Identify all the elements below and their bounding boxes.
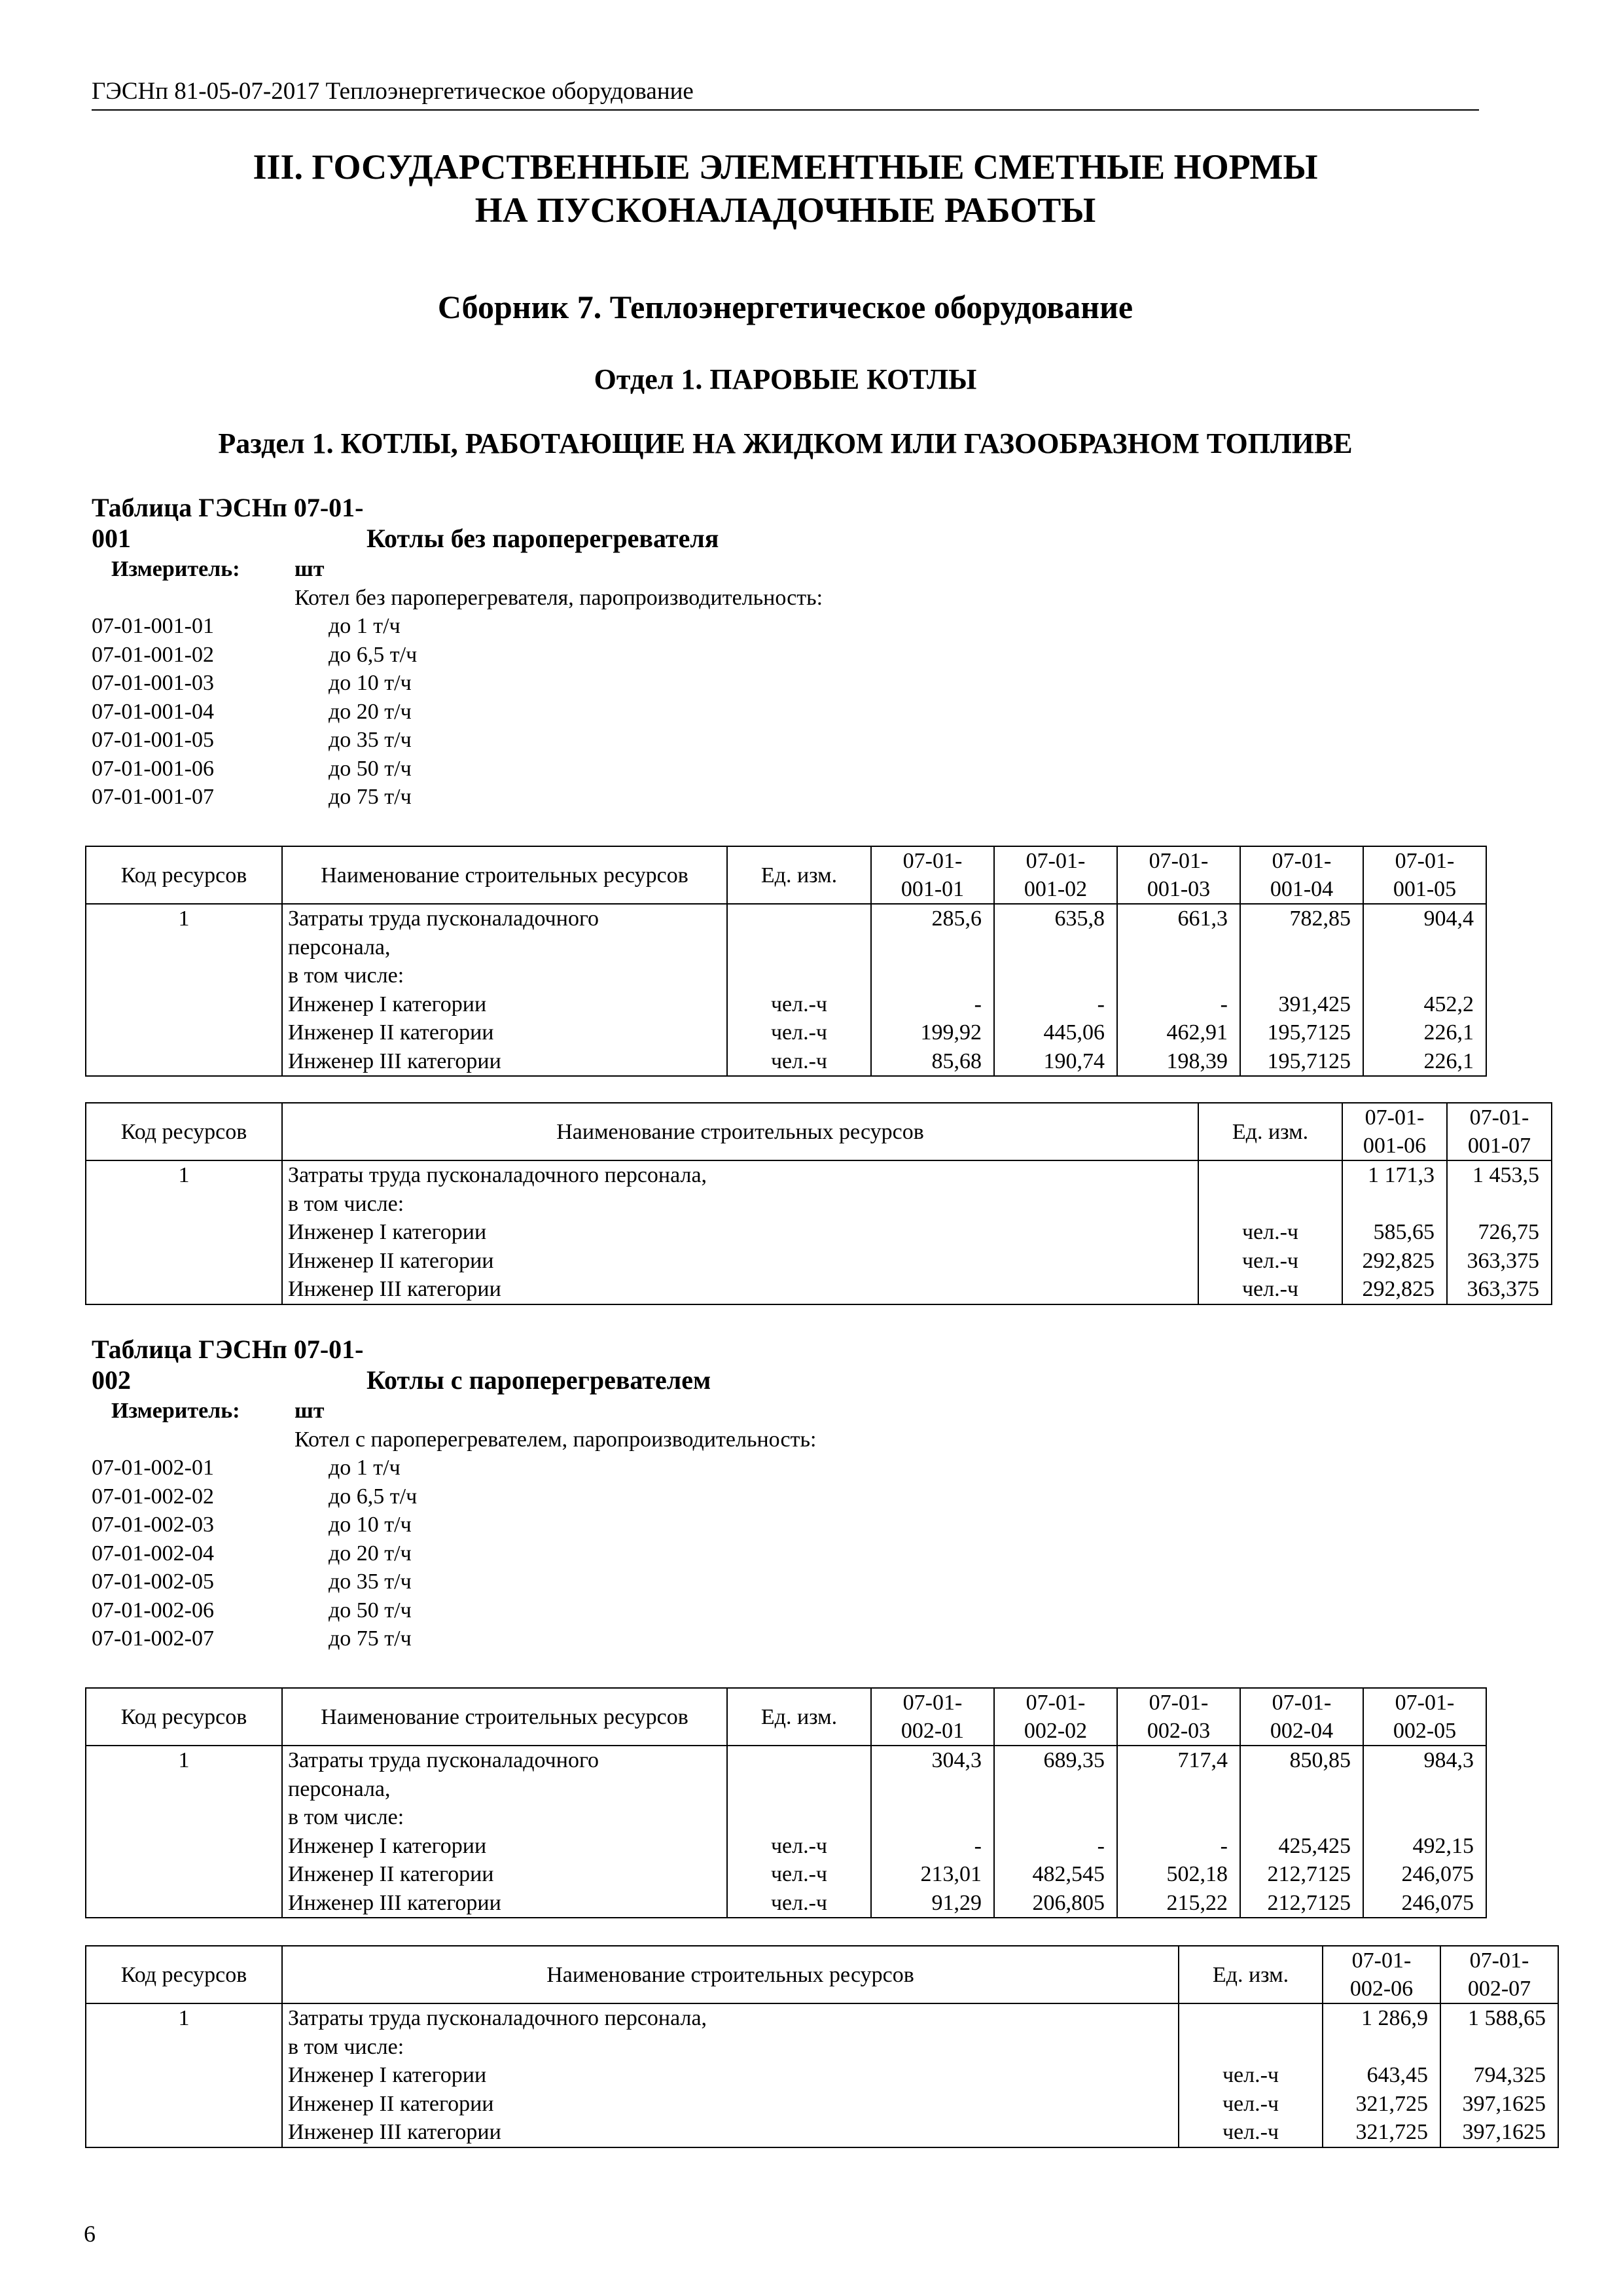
table1-part1	[85, 846, 1487, 1077]
norm-value: 1 588,65	[1468, 2006, 1546, 2030]
norm-value: 285,6	[931, 906, 982, 931]
norm-values	[871, 904, 994, 1076]
spec-item-code: 07-01-002-02	[92, 1484, 214, 1509]
resource-unit: чел.-ч	[1222, 2091, 1279, 2116]
spec-item-code: 07-01-001-03	[92, 671, 214, 695]
table1-spec	[92, 555, 823, 812]
norm-value	[1000, 1775, 1105, 1804]
resource-unit	[1204, 1190, 1336, 1219]
table2-name: Котлы с пароперегревателем	[366, 1365, 711, 1395]
spec-item	[92, 1482, 816, 1511]
resource-name: Инженер I категории	[288, 1220, 487, 1244]
norm-value: 445,06	[1043, 1020, 1105, 1045]
header-resource-name: Наименование строительных ресурсов	[282, 1946, 1179, 2003]
resource-unit: чел.-ч	[1241, 1220, 1299, 1244]
norm-values	[1447, 1160, 1552, 1304]
spec-item-text: до 50 т/ч	[329, 1598, 412, 1623]
resource-unit	[733, 1746, 865, 1775]
resource-name: Инженер III категории	[288, 2120, 501, 2144]
norm-values	[1440, 2003, 1558, 2147]
spec-item-text: до 1 т/ч	[329, 614, 401, 638]
norm-value: -	[1097, 992, 1105, 1016]
header-norm-code: 07-01- 002-06	[1323, 1946, 1440, 2003]
resource-name: в том числе:	[288, 1191, 404, 1216]
norm-value	[1369, 933, 1474, 962]
norm-value	[1123, 1803, 1228, 1832]
spec-item-text: до 1 т/ч	[329, 1456, 401, 1480]
norm-values	[994, 1746, 1117, 1918]
norm-value: 212,7125	[1267, 1890, 1351, 1915]
norm-value: 904,4	[1423, 906, 1474, 931]
norm-value: 397,1625	[1462, 2091, 1546, 2116]
norm-value	[1369, 961, 1474, 990]
resource-unit: чел.-ч	[770, 992, 828, 1016]
spec-item-text: до 35 т/ч	[329, 1570, 412, 1594]
spec-item-text: до 35 т/ч	[329, 728, 412, 752]
spec-item	[92, 641, 823, 670]
header-norm-code: 07-01- 001-01	[871, 846, 994, 904]
spec-items	[92, 1454, 816, 1653]
spec-item-text: до 50 т/ч	[329, 756, 412, 781]
spec-item	[92, 755, 823, 783]
header-norm-code: 07-01- 001-05	[1363, 846, 1486, 904]
header-norm-code: 07-01- 001-03	[1117, 846, 1240, 904]
norm-value: 215,22	[1166, 1890, 1228, 1915]
spec-item	[92, 1624, 816, 1653]
norm-value: 321,725	[1355, 2091, 1428, 2116]
norm-value: -	[1220, 992, 1228, 1016]
resource-name: Инженер I категории	[288, 2063, 487, 2087]
resource-unit: чел.-ч	[1241, 1248, 1299, 1273]
norm-value: -	[974, 992, 982, 1016]
header-unit: Ед. изм.	[1198, 1103, 1342, 1160]
norm-values	[1342, 1160, 1447, 1304]
resource-unit: чел.-ч	[770, 1833, 828, 1858]
resource-name: Инженер II категории	[288, 1248, 494, 1273]
spec-item	[92, 1568, 816, 1596]
spec-item-code: 07-01-002-04	[92, 1541, 214, 1566]
norm-value	[1000, 933, 1105, 962]
spec-item-text: до 20 т/ч	[329, 1541, 412, 1566]
spec-item-code: 07-01-001-05	[92, 728, 214, 752]
norm-values	[1240, 1746, 1363, 1918]
spec-item-text: до 20 т/ч	[329, 699, 412, 724]
resource-name: в том числе:	[288, 1805, 404, 1829]
resource-unit: чел.-ч	[770, 1862, 828, 1886]
norm-value	[1000, 1803, 1105, 1832]
norm-value: 195,7125	[1267, 1020, 1351, 1045]
spec-item-code: 07-01-001-02	[92, 642, 214, 667]
norm-value: 363,375	[1467, 1277, 1539, 1301]
header-norm-code: 07-01- 002-03	[1117, 1688, 1240, 1746]
norm-value: 226,1	[1423, 1020, 1474, 1045]
spec-item-code: 07-01-002-03	[92, 1513, 214, 1537]
resource-names	[282, 2003, 1179, 2147]
table2-code: Таблица ГЭСНп 07-01-002	[92, 1335, 364, 1395]
norm-value	[877, 933, 982, 962]
measure-value: шт	[294, 1399, 325, 1423]
table1-name: Котлы без пароперегревателя	[366, 524, 719, 553]
norm-value: 794,325	[1473, 2063, 1546, 2087]
measure-label: Измеритель:	[111, 1399, 240, 1423]
resource-units	[727, 904, 871, 1076]
norm-value: 206,805	[1032, 1890, 1105, 1915]
running-header: ГЭСНп 81-05-07-2017 Теплоэнергетическое оборудование	[92, 77, 1479, 111]
spec-item	[92, 1454, 816, 1482]
norm-value: 292,825	[1362, 1277, 1435, 1301]
spec-item-code: 07-01-002-06	[92, 1598, 214, 1623]
norm-value	[1246, 1775, 1351, 1804]
header-resource-code: Код ресурсов	[86, 1688, 282, 1746]
norm-values	[1117, 1746, 1240, 1918]
spec-item-text: до 75 т/ч	[329, 785, 412, 809]
norm-values	[994, 904, 1117, 1076]
table1-code: Таблица ГЭСНп 07-01-001	[92, 493, 364, 553]
spec-item-text: до 10 т/ч	[329, 671, 412, 695]
resource-name: Инженер III категории	[288, 1890, 501, 1915]
measure-row	[92, 1397, 816, 1426]
table2-heading	[92, 1334, 711, 1395]
norm-value: 397,1625	[1462, 2120, 1546, 2144]
table-row	[86, 1746, 1486, 1918]
header-resource-code: Код ресурсов	[86, 1946, 282, 2003]
norm-values	[1363, 904, 1486, 1076]
spec-item-code: 07-01-002-05	[92, 1570, 214, 1594]
table-row	[86, 2003, 1558, 2147]
department-title: Отдел 1. ПАРОВЫЕ КОТЛЫ	[594, 363, 977, 395]
header-resource-name: Наименование строительных ресурсов	[282, 1688, 727, 1746]
norm-value	[1123, 961, 1228, 990]
measure-row	[92, 555, 823, 584]
norm-value: 1 286,9	[1361, 2006, 1428, 2030]
resource-unit	[733, 1775, 865, 1804]
norm-value: -	[1220, 1833, 1228, 1858]
norm-value	[1246, 961, 1351, 990]
resource-names	[282, 1746, 727, 1918]
norm-value: 212,7125	[1267, 1862, 1351, 1886]
measure-label: Измеритель:	[111, 557, 240, 581]
resource-unit: чел.-ч	[1241, 1277, 1299, 1301]
norm-value: 226,1	[1423, 1049, 1474, 1073]
norm-value	[1329, 2033, 1428, 2062]
resource-name: Инженер III категории	[288, 1049, 501, 1073]
norm-values	[1240, 904, 1363, 1076]
spec-item-text: до 6,5 т/ч	[329, 1484, 418, 1509]
table-header-row	[86, 1103, 1552, 1160]
resource-name: Инженер III категории	[288, 1277, 501, 1301]
norm-value: 246,075	[1401, 1890, 1474, 1915]
norm-value: 213,01	[920, 1862, 982, 1886]
norm-values	[1117, 904, 1240, 1076]
norm-value: 195,7125	[1267, 1049, 1351, 1073]
resource-unit	[1185, 2033, 1317, 2062]
spec-item	[92, 669, 823, 698]
resource-name: Затраты труда пусконаладочного персонала,	[288, 2006, 707, 2030]
resource-name: Инженер I категории	[288, 992, 487, 1016]
norm-values	[871, 1746, 994, 1918]
norm-value: 199,92	[920, 1020, 982, 1045]
norm-value	[1123, 1775, 1228, 1804]
resource-name: Инженер I категории	[288, 1833, 487, 1858]
norm-value: 292,825	[1362, 1248, 1435, 1273]
norm-value	[1246, 1803, 1351, 1832]
resource-name: Затраты труда пусконаладочного	[288, 906, 599, 931]
spec-item-code: 07-01-001-01	[92, 614, 214, 638]
spec-item-code: 07-01-002-01	[92, 1456, 214, 1480]
norm-value: 304,3	[931, 1748, 982, 1772]
spec-item	[92, 1539, 816, 1568]
resource-name: в том числе:	[288, 963, 404, 988]
header-norm-code: 07-01- 002-05	[1363, 1688, 1486, 1746]
resource-name: персонала,	[288, 935, 391, 960]
norm-value: 689,35	[1043, 1748, 1105, 1772]
header-resource-code: Код ресурсов	[86, 846, 282, 904]
resource-name: Инженер II категории	[288, 2091, 494, 2116]
collection-title: Сборник 7. Теплоэнергетическое оборудование	[437, 289, 1133, 325]
norm-value: 425,425	[1278, 1833, 1351, 1858]
header-norm-code: 07-01- 001-02	[994, 846, 1117, 904]
norm-value: -	[974, 1833, 982, 1858]
part-title-line-1: III. ГОСУДАРСТВЕННЫЕ ЭЛЕМЕНТНЫЕ СМЕТНЫЕ НОРМЫ	[253, 147, 1318, 187]
resource-name: персонала,	[288, 1776, 391, 1801]
spec-description: Котел с пароперегревателем, паропроизводительность:	[294, 1427, 817, 1452]
spec-items	[92, 612, 823, 812]
header-norm-code: 07-01- 002-04	[1240, 1688, 1363, 1746]
resource-unit	[733, 933, 865, 962]
section-title: Раздел 1. КОТЛЫ, РАБОТАЮЩИЕ НА ЖИДКОМ ИЛИ ГАЗООБРАЗНОМ ТОПЛИВЕ	[218, 427, 1353, 459]
spec-item-code: 07-01-001-06	[92, 756, 214, 781]
spec-item	[92, 612, 823, 641]
resource-names	[282, 1160, 1198, 1304]
norm-value	[1369, 1803, 1474, 1832]
norm-value: 1 453,5	[1472, 1163, 1539, 1187]
resource-unit	[1185, 2004, 1317, 2033]
norm-value: 850,85	[1289, 1748, 1351, 1772]
resource-unit	[1204, 1161, 1336, 1190]
header-norm-code: 07-01- 002-01	[871, 1688, 994, 1746]
norm-value: 246,075	[1401, 1862, 1474, 1886]
resource-code: 1	[86, 2003, 282, 2147]
norm-value: 452,2	[1423, 992, 1474, 1016]
header-norm-code: 07-01- 002-02	[994, 1688, 1117, 1746]
norm-value: 984,3	[1423, 1748, 1474, 1772]
spec-item-text: до 75 т/ч	[329, 1626, 412, 1651]
norm-value	[1123, 933, 1228, 962]
table1-part2	[85, 1102, 1552, 1305]
table2-part1	[85, 1687, 1487, 1918]
resource-name: в том числе:	[288, 2034, 404, 2059]
spec-item	[92, 698, 823, 726]
norm-value	[1369, 1775, 1474, 1804]
resource-code: 1	[86, 1160, 282, 1304]
table-header-row	[86, 1688, 1486, 1746]
table2-part2	[85, 1945, 1559, 2148]
norm-value: 782,85	[1289, 906, 1351, 931]
table-header-row	[86, 1946, 1558, 2003]
spec-item-code: 07-01-001-04	[92, 699, 214, 724]
table1-heading	[92, 492, 719, 554]
norm-value: 85,68	[931, 1049, 982, 1073]
resource-unit: чел.-ч	[1222, 2120, 1279, 2144]
resource-unit: чел.-ч	[770, 1890, 828, 1915]
norm-value	[1246, 933, 1351, 962]
header-resource-name: Наименование строительных ресурсов	[282, 846, 727, 904]
spec-description: Котел без пароперегревателя, паропроизводительность:	[294, 585, 823, 610]
table-row	[86, 904, 1486, 1076]
norm-value: 91,29	[931, 1890, 982, 1915]
norm-value: 1 171,3	[1368, 1163, 1435, 1187]
spec-item	[92, 783, 823, 812]
header-resource-code: Код ресурсов	[86, 1103, 282, 1160]
header-resource-name: Наименование строительных ресурсов	[282, 1103, 1198, 1160]
resource-name: Инженер II категории	[288, 1020, 494, 1045]
resource-unit	[733, 1803, 865, 1832]
norm-value	[877, 961, 982, 990]
norm-value: 391,425	[1278, 992, 1351, 1016]
resource-names	[282, 904, 727, 1076]
resource-units	[1179, 2003, 1323, 2147]
norm-values	[1323, 2003, 1440, 2147]
norm-value: 363,375	[1467, 1248, 1539, 1273]
resource-units	[727, 1746, 871, 1918]
resource-unit	[733, 961, 865, 990]
part-title	[92, 145, 1479, 232]
header-norm-code: 07-01- 001-04	[1240, 846, 1363, 904]
norm-value	[1453, 1190, 1539, 1219]
header-unit: Ед. изм.	[727, 846, 871, 904]
spec-item-text: до 10 т/ч	[329, 1513, 412, 1537]
norm-value: 482,545	[1032, 1862, 1105, 1886]
table-row	[86, 1160, 1552, 1304]
norm-value: 661,3	[1177, 906, 1228, 931]
header-norm-code: 07-01- 002-07	[1440, 1946, 1558, 2003]
header-norm-code: 07-01- 001-06	[1342, 1103, 1447, 1160]
norm-value	[1348, 1190, 1435, 1219]
part-title-line-2: НА ПУСКОНАЛАДОЧНЫЕ РАБОТЫ	[474, 190, 1096, 230]
resource-units	[1198, 1160, 1342, 1304]
norm-value: 643,45	[1366, 2063, 1428, 2087]
norm-value: 492,15	[1412, 1833, 1474, 1858]
header-norm-code: 07-01- 001-07	[1447, 1103, 1552, 1160]
norm-value: -	[1097, 1833, 1105, 1858]
header-unit: Ед. изм.	[727, 1688, 871, 1746]
norm-value	[877, 1803, 982, 1832]
norm-value: 502,18	[1166, 1862, 1228, 1886]
norm-value: 190,74	[1043, 1049, 1105, 1073]
spec-item	[92, 1596, 816, 1625]
resource-unit: чел.-ч	[770, 1049, 828, 1073]
page-number: 6	[84, 2221, 96, 2247]
norm-value: 635,8	[1054, 906, 1105, 931]
resource-code: 1	[86, 904, 282, 1076]
resource-unit	[733, 905, 865, 933]
resource-unit: чел.-ч	[1222, 2063, 1279, 2087]
table-header-row	[86, 846, 1486, 904]
resource-name: Затраты труда пусконаладочного персонала,	[288, 1163, 707, 1187]
measure-value: шт	[294, 557, 325, 581]
resource-unit: чел.-ч	[770, 1020, 828, 1045]
norm-value	[877, 1775, 982, 1804]
norm-value: 321,725	[1355, 2120, 1428, 2144]
spec-item	[92, 1511, 816, 1539]
table2-spec	[92, 1397, 816, 1653]
norm-value	[1446, 2033, 1546, 2062]
resource-code: 1	[86, 1746, 282, 1918]
norm-value: 198,39	[1166, 1049, 1228, 1073]
spec-item-text: до 6,5 т/ч	[329, 642, 418, 667]
resource-name: Затраты труда пусконаладочного	[288, 1748, 599, 1772]
norm-value: 717,4	[1177, 1748, 1228, 1772]
norm-value: 726,75	[1478, 1220, 1539, 1244]
resource-name: Инженер II категории	[288, 1862, 494, 1886]
norm-value: 462,91	[1166, 1020, 1228, 1045]
spec-item	[92, 726, 823, 755]
norm-values	[1363, 1746, 1486, 1918]
spec-item-code: 07-01-002-07	[92, 1626, 214, 1651]
header-unit: Ед. изм.	[1179, 1946, 1323, 2003]
norm-value	[1000, 961, 1105, 990]
norm-value: 585,65	[1373, 1220, 1435, 1244]
spec-item-code: 07-01-001-07	[92, 785, 214, 809]
